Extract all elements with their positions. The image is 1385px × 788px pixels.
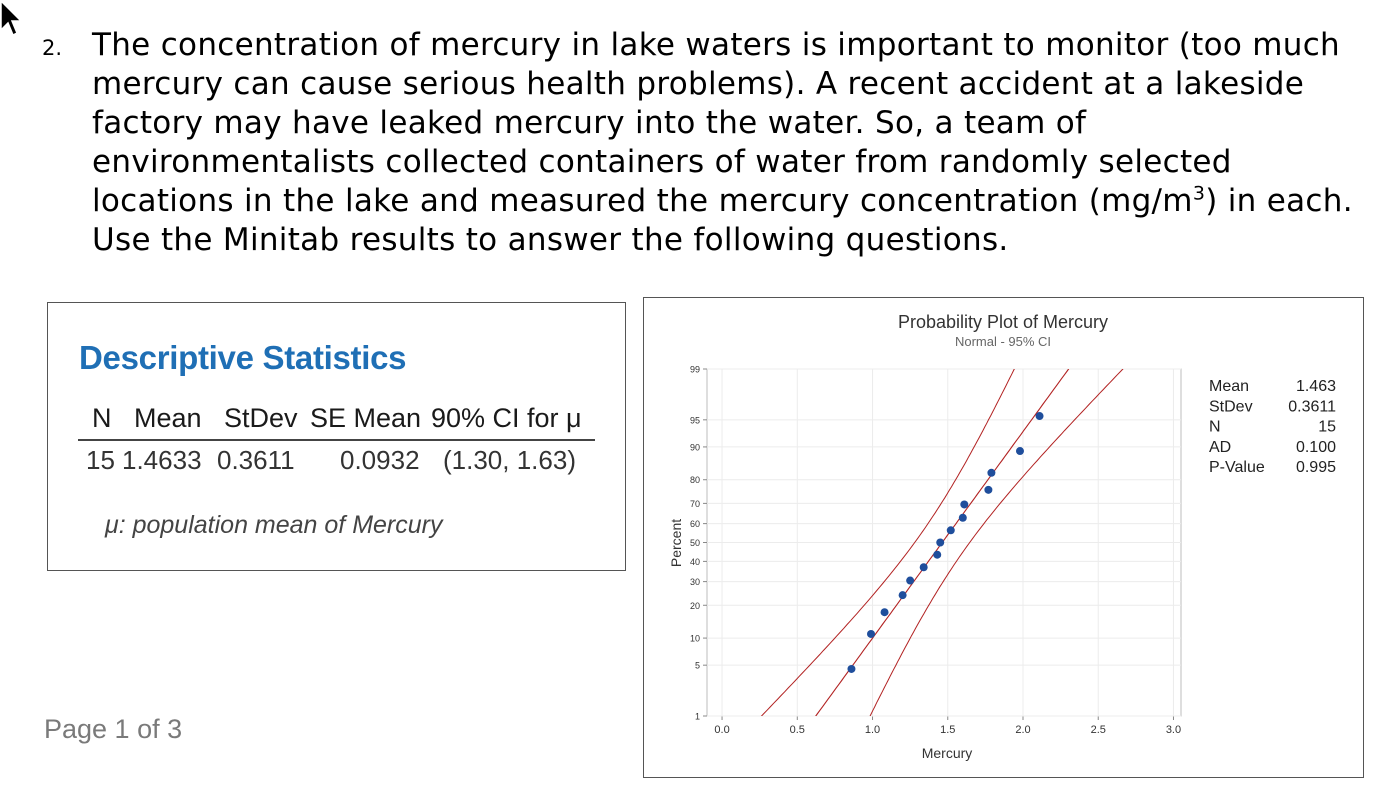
x-tick-label: 0.5 bbox=[789, 724, 805, 736]
data-point bbox=[933, 551, 941, 559]
stat-value-n: 15 bbox=[1318, 418, 1336, 436]
stat-label-n: N bbox=[1209, 418, 1221, 436]
data-point bbox=[960, 500, 968, 508]
stat-value-stdev: 0.3611 bbox=[1288, 398, 1336, 416]
stats-header-row bbox=[78, 403, 595, 441]
data-point bbox=[867, 630, 875, 638]
stat-value-mean: 1.463 bbox=[1295, 378, 1336, 395]
data-point bbox=[987, 469, 995, 477]
y-tick-label: 30 bbox=[689, 577, 700, 588]
question-number: 2. bbox=[42, 36, 63, 60]
chart-title: Probability Plot of Mercury bbox=[897, 312, 1109, 332]
probability-plot-chart bbox=[644, 298, 1363, 777]
data-point bbox=[959, 514, 967, 522]
x-tick-label: 3.0 bbox=[1165, 724, 1182, 736]
y-tick-label: 60 bbox=[689, 519, 700, 530]
data-point bbox=[947, 526, 955, 534]
data-point bbox=[1036, 412, 1044, 420]
y-tick-label: 70 bbox=[689, 498, 700, 509]
x-tick-label: 0.0 bbox=[714, 724, 730, 736]
probability-plot-panel bbox=[643, 297, 1364, 778]
header-ci: 90% CI for μ bbox=[431, 403, 582, 433]
data-point bbox=[1016, 447, 1024, 455]
value-stdev: 0.3611 bbox=[217, 445, 295, 475]
stat-value-pvalue: 0.995 bbox=[1295, 459, 1336, 477]
page-indicator: Page 1 of 3 bbox=[44, 714, 183, 744]
x-tick-label: 1.5 bbox=[940, 724, 956, 736]
stat-label-stdev: StDev bbox=[1209, 398, 1253, 416]
x-tick-label: 2.0 bbox=[1015, 724, 1031, 736]
header-mean: Mean bbox=[134, 403, 202, 433]
header-stdev: StDev bbox=[224, 403, 298, 433]
data-point bbox=[984, 486, 992, 494]
x-tick-label: 2.5 bbox=[1090, 724, 1106, 736]
y-tick-label: 5 bbox=[694, 660, 700, 671]
data-point bbox=[936, 539, 944, 547]
value-n: 15 bbox=[86, 445, 115, 475]
data-point bbox=[899, 591, 907, 599]
y-tick-label: 95 bbox=[689, 415, 700, 426]
data-point bbox=[906, 577, 914, 585]
data-point bbox=[847, 665, 855, 673]
stat-label-mean: Mean bbox=[1209, 378, 1250, 395]
y-tick-label: 99 bbox=[689, 364, 700, 375]
header-se-mean: SE Mean bbox=[310, 403, 422, 433]
y-tick-label: 1 bbox=[694, 711, 700, 722]
header-n: N bbox=[92, 403, 112, 433]
y-tick-label: 10 bbox=[689, 633, 700, 644]
y-tick-label: 50 bbox=[689, 538, 700, 548]
x-tick-label: 1.0 bbox=[864, 724, 881, 736]
y-axis-label: Percent bbox=[668, 518, 684, 568]
y-tick-label: 90 bbox=[689, 442, 700, 453]
stats-title: Descriptive Statistics bbox=[79, 339, 407, 376]
stats-footnote: μ: population mean of Mercury bbox=[105, 511, 443, 539]
value-ci: (1.30, 1.63) bbox=[443, 445, 576, 475]
y-tick-label: 20 bbox=[689, 600, 700, 611]
stat-value-ad: 0.100 bbox=[1295, 438, 1336, 456]
y-tick-label: 80 bbox=[689, 475, 700, 486]
stat-label-ad: AD bbox=[1209, 438, 1232, 456]
chart-subtitle: Normal - 95% CI bbox=[954, 334, 1052, 349]
question-text: The concentration of mercury in lake waters is important to monitor (too much mercury can cause serious health problems). A recent accident at a lakeside factory may have leaked mercury into the water. So, a team of environmentalists collected containers of water from randomly selected locations in the lake and measured the mercury concentration $(mg/m^3)$ in each. Use the Minitab results to answer the following questions. bbox=[92, 27, 1353, 258]
data-point bbox=[920, 563, 928, 571]
data-point bbox=[881, 608, 889, 616]
plot-area bbox=[654, 298, 1336, 777]
value-se-mean: 0.0932 bbox=[340, 445, 420, 475]
mouse-cursor-icon bbox=[0, 0, 24, 40]
x-axis-label: Mercury bbox=[921, 745, 973, 761]
value-mean: 1.4633 bbox=[122, 445, 202, 475]
descriptive-statistics-panel bbox=[47, 302, 626, 571]
y-tick-label: 40 bbox=[689, 556, 700, 567]
stat-label-pvalue: P-Value bbox=[1209, 459, 1265, 477]
